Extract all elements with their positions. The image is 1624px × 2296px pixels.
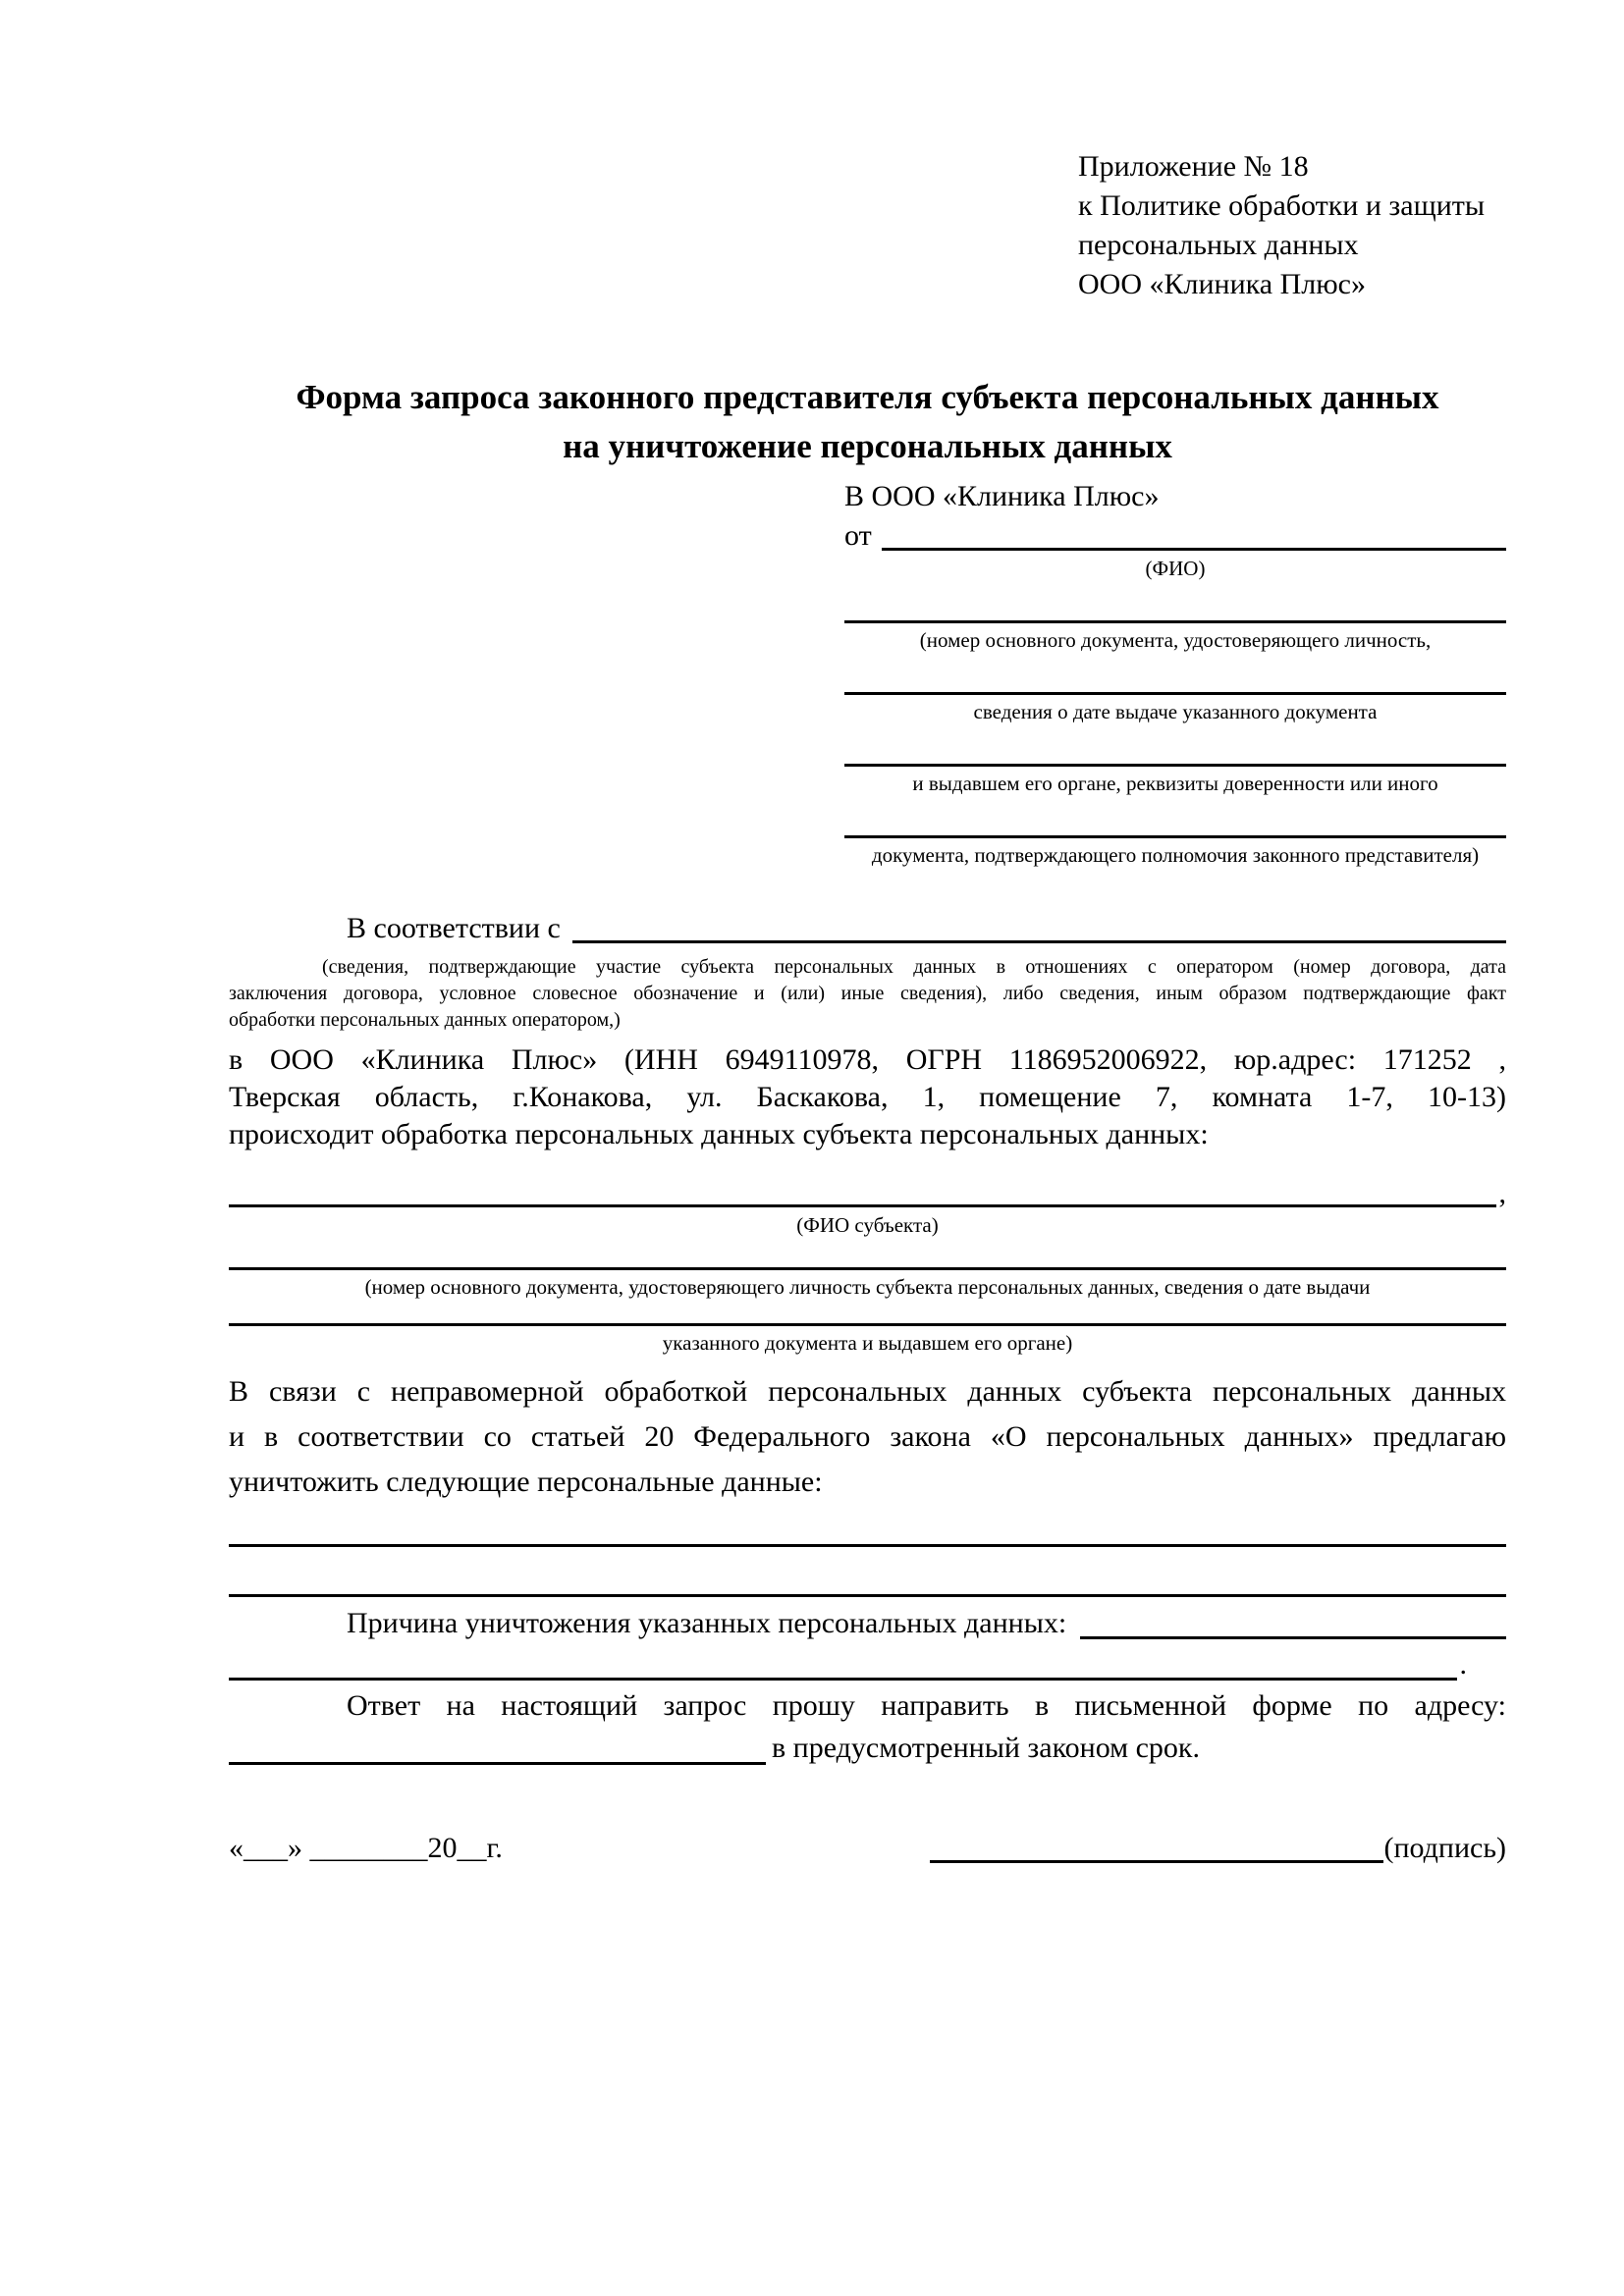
demand-line: В связи с неправомерной обработкой персональных данных субъекта персональных данных (229, 1375, 1506, 1408)
field-caption: сведения о дате выдаче указанного документа (973, 700, 1378, 723)
from-fio-blank-line (882, 548, 1506, 551)
subject-doc-group (229, 1323, 1506, 1356)
addressee-field-group (844, 620, 1506, 653)
date-field: «___» ________20__г. (229, 1832, 503, 1864)
answer-tail: в предусмотренный законом срок. (772, 1732, 1200, 1764)
blank-line (229, 1544, 1506, 1547)
signature-caption: (подпись) (1383, 1832, 1506, 1864)
demand-line: уничтожить следующие персональные данные: (229, 1466, 823, 1498)
reason-period: . (1459, 1648, 1467, 1681)
note-line: заключения договора, условное словесное обозначение и (или) иные сведения), либо сведения, иным образом подтверждающие факт (229, 983, 1506, 1004)
operator-line: в ООО «Клиника Плюс» (ИНН 6949110978, ОГРН 1186952006922, юр.адрес: 171252 , (229, 1043, 1506, 1076)
demand-line: и в соответствии со статьей 20 Федерального закона «О персональных данных» предлагаю (229, 1420, 1506, 1453)
accordance-lead: В соответствии с (347, 912, 561, 944)
from-label: от (844, 519, 872, 552)
subject-fio-comma: , (1498, 1177, 1506, 1209)
subject-fio-blank-line (229, 1204, 1496, 1207)
form-title-line: на уничтожение персональных данных (563, 427, 1172, 465)
appendix-line: Приложение № 18 (1078, 150, 1309, 183)
reason-blank-line (1080, 1636, 1506, 1639)
blank-line (229, 1594, 1506, 1597)
addressee-field-group (844, 692, 1506, 724)
demand-paragraph (229, 1369, 1506, 1505)
from-row (844, 516, 1506, 556)
subject-fio-caption: (ФИО субъекта) (796, 1213, 939, 1237)
subject-fio-row (229, 1175, 1506, 1212)
note-line: обработки персональных данных оператором,) (229, 1009, 621, 1031)
accordance-blank-line (572, 940, 1506, 943)
field-caption: документа, подтверждающего полномочия законного представителя) (871, 843, 1480, 867)
note-line: (сведения, подтверждающие участие субъекта персональных данных в отношениях с оператором (номер договора, дата (322, 956, 1506, 978)
field-caption: и выдавшем его органе, реквизиты доверенности или иного (912, 772, 1438, 795)
addressee-block (844, 477, 1506, 868)
operator-paragraph (229, 1041, 1506, 1153)
signature-blank-line (930, 1860, 1383, 1863)
appendix-line: персональных данных (1078, 229, 1359, 261)
blank-line (844, 692, 1506, 695)
blank-line (844, 764, 1506, 767)
signature-block (930, 1829, 1506, 1868)
form-title (229, 373, 1506, 471)
blank-line (844, 620, 1506, 623)
blank-line (844, 835, 1506, 838)
accordance-row (229, 909, 1506, 948)
answer-address-blank-line (229, 1762, 766, 1765)
blank-line (229, 1323, 1506, 1326)
reason-continuation-row (229, 1644, 1506, 1685)
operator-line: происходит обработка персональных данных субъекта персональных данных: (229, 1118, 1209, 1150)
answer-lead: Ответ на настоящий запрос прошу направить в письменной форме по адресу: (347, 1689, 1506, 1722)
form-title-line: Форма запроса законного представителя субъекта персональных данных (296, 378, 1439, 416)
field-caption: (номер основного документа, удостоверяющего личность, (919, 628, 1432, 652)
reason-label: Причина уничтожения указанных персональных данных: (347, 1607, 1067, 1639)
reason-blank-line-2 (229, 1678, 1457, 1681)
answer-row (229, 1727, 1506, 1770)
blank-line (229, 1267, 1506, 1270)
accordance-note (229, 954, 1506, 1034)
appendix-line: ООО «Клиника Плюс» (1078, 268, 1366, 300)
fio-caption: (ФИО) (1145, 557, 1206, 580)
addressee-to: В ООО «Клиника Плюс» (844, 480, 1160, 512)
appendix-block (1078, 147, 1506, 304)
addressee-field-group (844, 764, 1506, 796)
reason-row (229, 1603, 1506, 1644)
addressee-field-group (844, 835, 1506, 868)
subject-doc-caption: указанного документа и выдавшем его органе) (662, 1331, 1073, 1355)
subject-doc-group (229, 1267, 1506, 1300)
operator-line: Тверская область, г.Конакова, ул. Баскакова, 1, помещение 7, комната 1-7, 10-13) (229, 1081, 1506, 1113)
footer-row (229, 1829, 1506, 1868)
appendix-line: к Политике обработки и защиты (1078, 189, 1486, 222)
subject-doc-caption: (номер основного документа, удостоверяющего личность субъекта персональных данных, сведения о дате выдачи (364, 1275, 1371, 1299)
